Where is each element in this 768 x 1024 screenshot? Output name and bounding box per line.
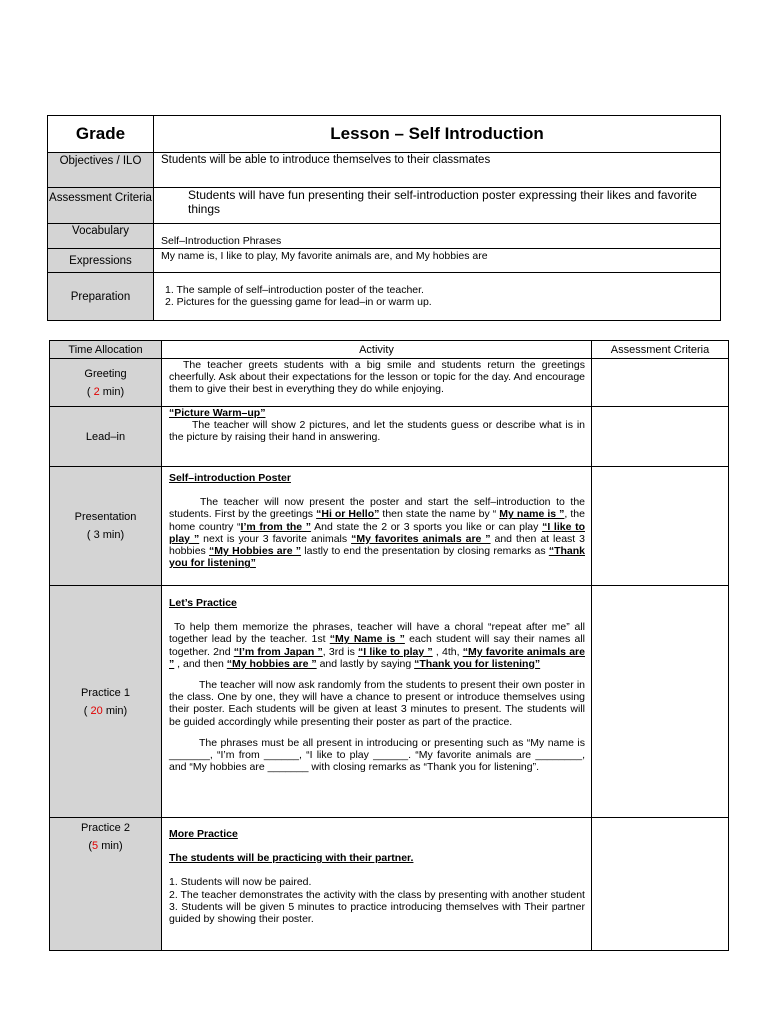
practice2-minutes: 5 bbox=[92, 840, 99, 852]
practice2-name: Practice 2 bbox=[81, 822, 130, 834]
activity-greeting bbox=[162, 359, 592, 407]
time-practice1 bbox=[50, 586, 162, 818]
row-practice1 bbox=[50, 586, 729, 818]
objectives-label: Objectives / ILO bbox=[48, 153, 154, 188]
greeting-minutes: 2 bbox=[93, 386, 100, 398]
header-time-allocation: Time Allocation bbox=[50, 341, 162, 359]
greeting-name: Greeting bbox=[84, 368, 127, 380]
schedule-table bbox=[49, 340, 729, 951]
greeting-text: The teacher greets students with a big smile and students return the greetings cheerfully. Ask about their expectations for the lesson or topic for the day. And encourage them to give their best in everything they do while enjoying. bbox=[169, 359, 585, 396]
time-greeting bbox=[50, 359, 162, 407]
assessment-practice2 bbox=[592, 818, 729, 951]
activity-practice2 bbox=[162, 818, 592, 951]
preparation-label: Preparation bbox=[48, 273, 154, 321]
practice2-duration: (5 min) bbox=[88, 840, 123, 852]
expressions-label: Expressions bbox=[48, 249, 154, 273]
presentation-duration: ( 3 min) bbox=[86, 529, 125, 541]
row-greeting bbox=[50, 359, 729, 407]
lesson-header-table bbox=[47, 115, 721, 321]
time-practice2 bbox=[50, 818, 162, 951]
vocabulary-value: Self–Introduction Phrases bbox=[154, 224, 721, 249]
practice2-subtitle: The students will be practicing with their partner. bbox=[169, 852, 414, 865]
practice2-title: More Practice bbox=[169, 828, 238, 840]
leadin-text: The teacher will show 2 pictures, and let the students guess or describe what is in the picture by raising their hand in answering. bbox=[169, 419, 585, 444]
presentation-name: Presentation bbox=[74, 511, 137, 523]
assessment-label: Assessment Criteria bbox=[48, 188, 154, 224]
practice1-title: Let’s Practice bbox=[169, 597, 237, 609]
practice2-item-3: 3. Students will be given 5 minutes to practice introducing themselves with Their partner guided by showing their poster. bbox=[169, 900, 585, 926]
activity-practice1 bbox=[162, 586, 592, 818]
objectives-value: Students will be able to introduce themselves to their classmates bbox=[154, 153, 721, 188]
greeting-duration: ( 2 min) bbox=[86, 386, 125, 398]
vocabulary-label: Vocabulary bbox=[48, 224, 154, 249]
assessment-presentation bbox=[592, 467, 729, 586]
row-practice2 bbox=[50, 818, 729, 951]
presentation-title: Self–introduction Poster bbox=[169, 472, 291, 484]
practice1-minutes: 20 bbox=[90, 704, 103, 717]
row-presentation bbox=[50, 467, 729, 586]
lesson-title: Lesson – Self Introduction bbox=[154, 116, 721, 153]
assessment-value: Students will have fun presenting their self-introduction poster expressing their likes and favorite things bbox=[154, 188, 721, 224]
preparation-line-1: 1. The sample of self–introduction poster of the teacher. bbox=[165, 284, 424, 296]
grade-label: Grade bbox=[48, 116, 154, 153]
header-activity: Activity bbox=[162, 341, 592, 359]
practice1-paragraph-3: The phrases must be all present in introducing or presenting such as “My name is _______, “I’m from ______, “I like to play ______. “My favorite animals are ________, and “My hobbies are _______ with closing remarks as “Thank you for listening”. bbox=[169, 736, 585, 774]
time-presentation bbox=[50, 467, 162, 586]
row-leadin bbox=[50, 407, 729, 467]
practice1-paragraph-1: To help them memorize the phrases, teacher will have a choral “repeat after me” all together lead by the teacher. 1st “My Name is ” each student will say their names all together. 2nd “I’m from Japan ”, 3rd is “I like to play ” , 4th, “My favorite animals are ” , and then “My hobbies are ” and lastly by saying “Thank you for listening” bbox=[169, 621, 586, 670]
presentation-text: The teacher will now present the poster and start the self–introduction to the students. First by the greetings “Hi or Hello” then state the name by “ My name is ”, the home country “I’m from the ” And state the 2 or 3 sports you like or can play “I like to play ” next is your 3 favorite animals “My favorites animals are ” and then at least 3 hobbies “My Hobbies are ” lastly to end the presentation by closing remarks as “Thank you for listening” bbox=[169, 496, 585, 570]
expressions-value: My name is, I like to play, My favorite animals are, and My hobbies are bbox=[154, 249, 721, 273]
leadin-title: “Picture Warm–up” bbox=[169, 407, 266, 419]
assessment-greeting bbox=[592, 359, 729, 407]
assessment-leadin bbox=[592, 407, 729, 467]
practice1-duration: ( 20 min) bbox=[83, 704, 128, 717]
practice1-paragraph-2: The teacher will now ask randomly from the students to present their own poster in the class. One by one, they will have a chance to present or introduce themselves using their poster. Each students will be given at least 3 minutes to present. The students will be guided accordingly while presenting their poster as part of the practice. bbox=[169, 679, 585, 728]
assessment-practice1 bbox=[592, 586, 729, 818]
practice1-name: Practice 1 bbox=[81, 686, 130, 699]
activity-presentation bbox=[162, 467, 592, 586]
header-assessment-criteria: Assessment Criteria bbox=[592, 341, 729, 359]
practice2-item-2: 2. The teacher demonstrates the activity with the class by presenting with another student bbox=[169, 888, 585, 901]
preparation-value bbox=[154, 273, 721, 321]
preparation-line-2: 2. Pictures for the guessing game for lead–in or warm up. bbox=[165, 296, 432, 308]
activity-leadin bbox=[162, 407, 592, 467]
time-leadin: Lead–in bbox=[50, 407, 162, 467]
practice2-item-1: 1. Students will now be paired. bbox=[169, 876, 312, 889]
